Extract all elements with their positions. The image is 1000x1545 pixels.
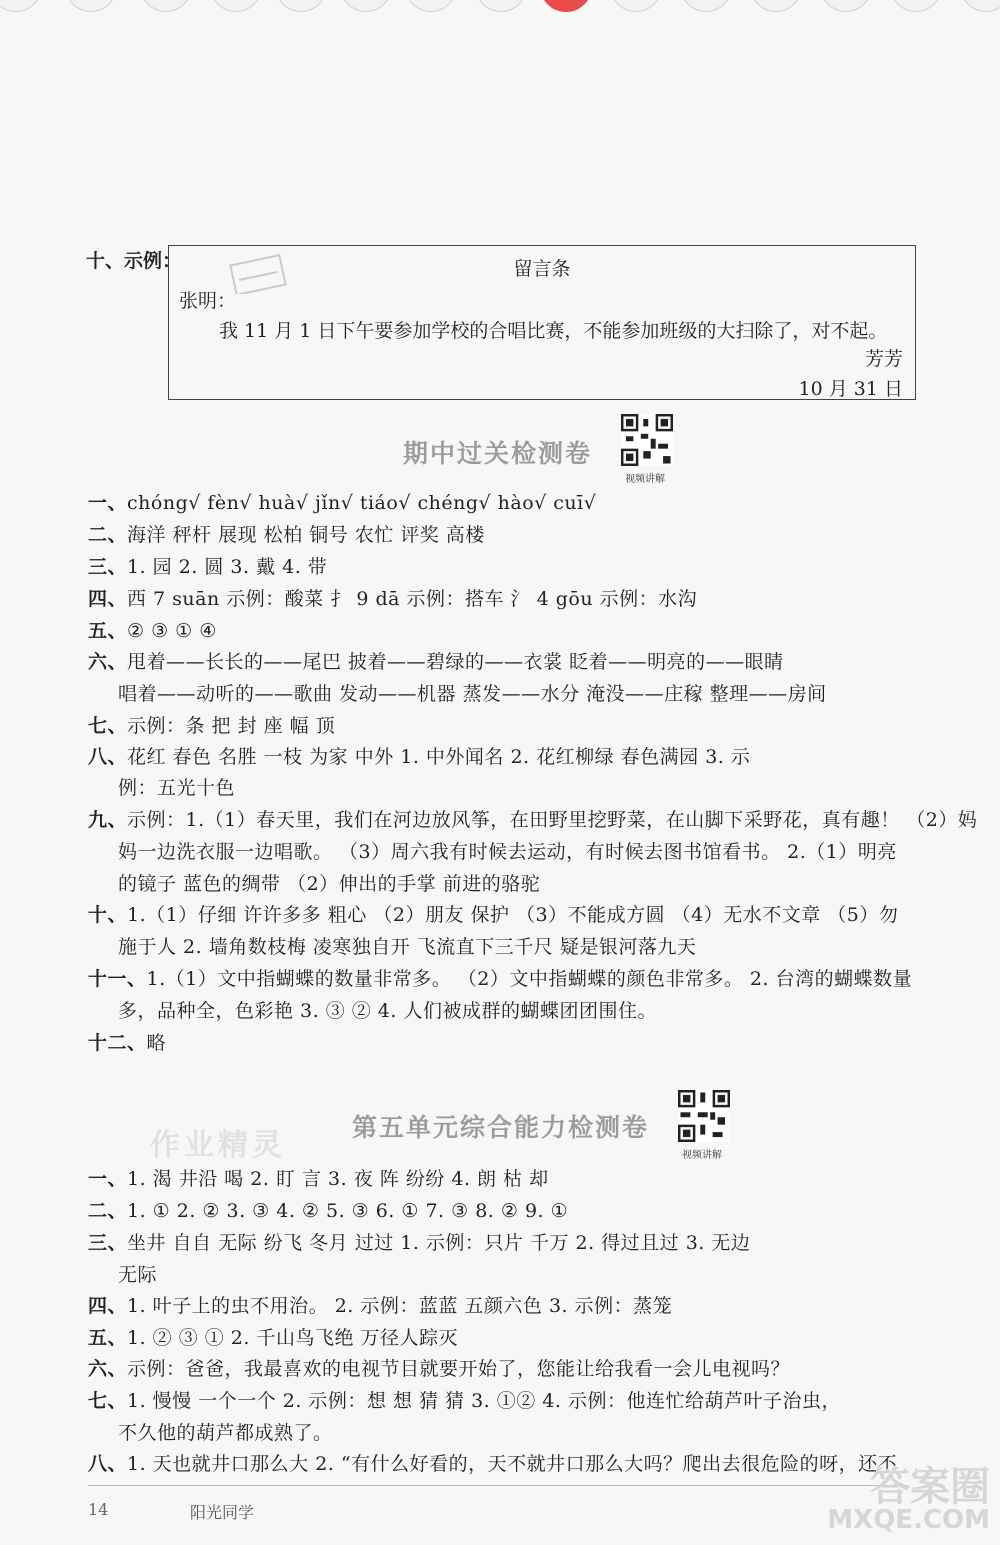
page-number: 14 bbox=[88, 1500, 109, 1519]
midterm-answer-10-cont: 施于人 2. 墙角数枝梅 凌寒独自开 飞流直下三千尺 疑是银河落九天 bbox=[118, 936, 697, 958]
midterm-answer-11: 十一、1.（1）文中指蝴蝶的数量非常多。 （2）文中指蝴蝶的颜色非常多。 2. 台湾的蝴蝶数量 bbox=[88, 968, 913, 990]
midterm-answer-10: 十、1.（1）仔细 许许多多 粗心 （2）朋友 保护 （3）不能成方圆 （4）无水不文章 （5）勿 bbox=[88, 904, 899, 926]
note-title: 留言条 bbox=[513, 258, 571, 280]
decor-circle bbox=[405, 0, 457, 12]
unit5-answer-6: 六、示例：爸爸，我最喜欢的电视节目就要开始了，您能让给我看一会儿电视吗？ bbox=[88, 1358, 791, 1380]
brand-logo: 阳光同学 bbox=[190, 1503, 255, 1522]
decor-circle bbox=[0, 0, 42, 12]
site-watermark: 答案圈 bbox=[870, 1464, 990, 1510]
unit5-answer-8: 八、1. 天也就井口那么大 2. “有什么好看的，天不就井口那么大吗？爬出去很危险的呀，还不 bbox=[88, 1453, 898, 1475]
unit5-title: 第五单元综合能力检测卷 bbox=[352, 1113, 650, 1142]
unit5-answer-7: 七、1. 慢慢 一个一个 2. 示例：想 想 猜 猜 3. ①② 4. 示例：他连忙给葫芦叶子治虫， bbox=[88, 1390, 841, 1412]
midterm-answer-7: 七、示例：条 把 封 座 幅 顶 bbox=[88, 715, 336, 737]
midterm-answer-9: 九、示例：1.（1）春天里，我们在河边放风筝，在田野里挖野菜，在山脚下采野花，真有趣！ （2）妈 bbox=[88, 809, 978, 831]
unit5-answer-1: 一、1. 渴 井沿 喝 2. 盯 言 3. 夜 阵 纷纷 4. 朗 枯 却 bbox=[88, 1168, 549, 1190]
decor-circle bbox=[750, 0, 802, 12]
decor-circle bbox=[275, 0, 327, 12]
decor-circle bbox=[680, 0, 732, 12]
decor-circle bbox=[960, 0, 1000, 12]
unit5-answer-5: 五、1. ② ③ ① 2. 千山鸟飞绝 万径人踪灭 bbox=[88, 1327, 459, 1349]
qr-code-icon[interactable] bbox=[621, 414, 673, 466]
message-note-box bbox=[168, 245, 916, 400]
midterm-answer-2: 二、海洋 秤杆 展现 松柏 铜号 农忙 评奖 高楼 bbox=[88, 524, 485, 546]
midterm-answer-8: 八、花红 春色 名胜 一枝 为家 中外 1. 中外闻名 2. 花红柳绿 春色满园 3. 示 bbox=[88, 746, 751, 768]
unit5-answer-3-cont: 无际 bbox=[118, 1264, 158, 1286]
midterm-answer-9-cont2: 的镜子 蓝色的绸带 （2）伸出的手掌 前进的骆驼 bbox=[118, 873, 541, 895]
midterm-answer-6: 六、甩着——长长的——尾巴 披着——碧绿的——衣裳 眨着——明亮的——眼睛 bbox=[88, 651, 784, 673]
watermark-text: 作业精灵 bbox=[150, 1128, 286, 1163]
unit5-answer-4: 四、1. 叶子上的虫不用治。 2. 示例：蓝蓝 五颜六色 3. 示例：蒸笼 bbox=[88, 1295, 673, 1317]
note-body: 我 11 月 1 日下午要参加学校的合唱比赛，不能参加班级的大扫除了，对不起。 bbox=[219, 320, 888, 342]
decor-circle bbox=[475, 0, 527, 12]
qr-caption: 视频讲解 bbox=[625, 474, 665, 485]
decor-circle bbox=[820, 0, 872, 12]
note-label: 十、示例： bbox=[86, 250, 182, 272]
decor-circle bbox=[210, 0, 262, 12]
qr-caption: 视频讲解 bbox=[682, 1150, 722, 1161]
midterm-answer-11-cont: 多，品种全，色彩艳 3. ③ ② 4. 人们被成群的蝴蝶团团围住。 bbox=[118, 1000, 657, 1022]
decor-circle bbox=[610, 0, 662, 12]
unit5-answer-2: 二、1. ① 2. ② 3. ③ 4. ② 5. ③ 6. ① 7. ③ 8. ② 9. ① bbox=[88, 1200, 569, 1222]
note-signature: 芳芳 bbox=[864, 348, 903, 370]
midterm-answer-6-cont: 唱着——动听的——歌曲 发动——机器 蒸发——水分 淹没——庄稼 整理——房间 bbox=[118, 683, 827, 705]
midterm-answer-12: 十二、略 bbox=[88, 1032, 167, 1054]
midterm-title: 期中过关检测卷 bbox=[403, 439, 593, 468]
page-top-decoration bbox=[0, 0, 1000, 20]
footer-divider bbox=[88, 1485, 908, 1486]
midterm-answer-9-cont: 妈一边洗衣服一边唱歌。 （3）周六我有时候去运动，有时候去图书馆看书。 2.（1）明亮 bbox=[118, 841, 897, 863]
site-watermark-url: MXQE.COM bbox=[827, 1505, 990, 1535]
decor-circle bbox=[140, 0, 192, 12]
decor-circle-active bbox=[540, 0, 592, 12]
qr-code-icon[interactable] bbox=[678, 1090, 730, 1142]
unit5-answer-7-cont: 不久他的葫芦都成熟了。 bbox=[118, 1422, 333, 1444]
midterm-answer-3: 三、1. 园 2. 圆 3. 戴 4. 带 bbox=[88, 556, 328, 578]
decor-circle bbox=[890, 0, 942, 12]
midterm-answer-1: 一、chóng√ fèn√ huà√ jǐn√ tiáo√ chéng√ hào√ cuī√ bbox=[88, 492, 597, 514]
midterm-answer-8-cont: 例：五光十色 bbox=[118, 777, 236, 799]
note-date: 10 月 31 日 bbox=[798, 378, 903, 400]
midterm-answer-4: 四、西 7 suān 示例：酸菜 扌 9 dā 示例：搭车 氵 4 gōu 示例：水沟 bbox=[88, 588, 698, 610]
note-recipient: 张明： bbox=[179, 290, 237, 312]
midterm-answer-5: 五、② ③ ① ④ bbox=[88, 620, 217, 642]
unit5-answer-3: 三、坐井 自自 无际 纷飞 冬月 过过 1. 示例：只片 千万 2. 得过且过 3. 无边 bbox=[88, 1232, 751, 1254]
decor-circle bbox=[65, 0, 117, 12]
decor-circle bbox=[340, 0, 392, 12]
